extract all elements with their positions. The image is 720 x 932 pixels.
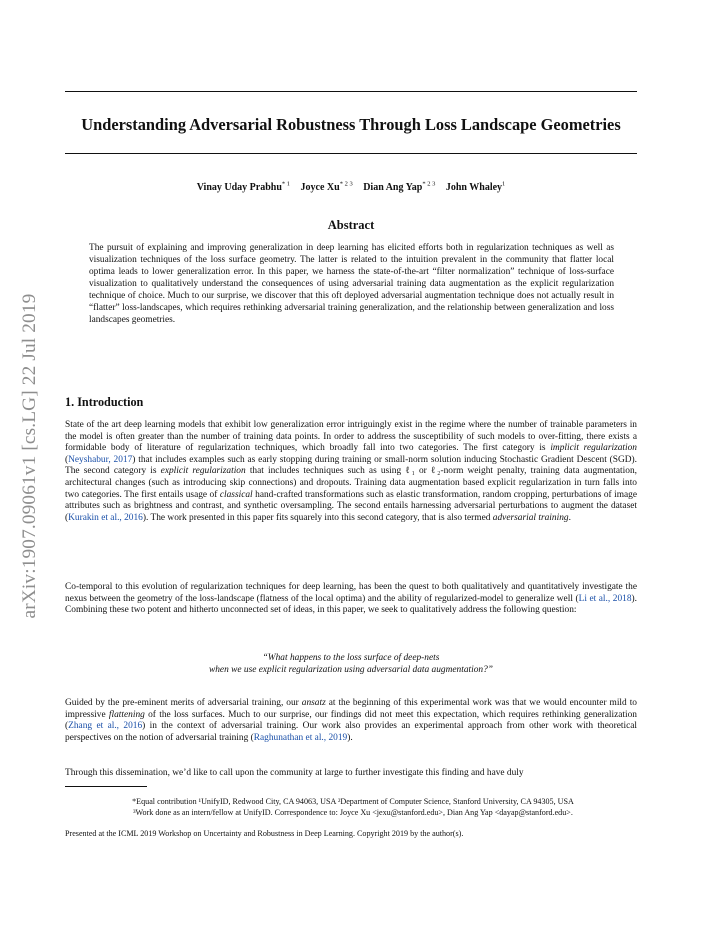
author-affiliation: * 2 3: [422, 181, 436, 188]
text-run: that includes techniques such as using ℓ₁ or ℓ₂-norm weight penalty, training data augmentation, architectural changes (such as introducing skip connections) and dropouts. Training data augmentation based explicit regularization in turn falls into two categories. The first entails usage of: [65, 466, 637, 500]
citation-link[interactable]: Li et al., 2018: [578, 593, 632, 604]
venue-note: Presented at the ICML 2019 Workshop on Uncertainty and Robustness in Deep Learning. Copyright 2019 by the author(s).: [65, 829, 464, 838]
intro-paragraph-3: [65, 698, 637, 744]
text-run: State of the art deep learning models that exhibit low generalization error intriguingly exist in the regime where the number of trainable parameters in the model is often greater than the number of training data points. In order to address the susceptibility of such models to over-fitting, there exists a formidable body of literature of regularization techniques, which broadly fall into two categories. The first category is: [65, 420, 637, 454]
author-name: Joyce Xu: [300, 182, 340, 194]
emphasis: flattening: [108, 709, 145, 720]
text-run: .: [568, 512, 571, 523]
footnotes: [65, 796, 641, 818]
arxiv-stamp: [10, 255, 50, 657]
text-run: at the beginning of this experimental work was that we would encounter mild to impressive: [65, 698, 637, 720]
citation-link[interactable]: Kurakin et al., 2016: [68, 512, 143, 523]
title-rule-bottom: [65, 153, 637, 154]
emphasis: adversarial training: [492, 512, 569, 523]
title-rule-top: [65, 91, 637, 92]
arxiv-stamp-text: arXiv:1907.09061v1 [cs.LG] 22 Jul 2019: [19, 293, 40, 619]
footnote-affiliations: *Equal contribution ¹UnifyID, Redwood City, CA 94063, USA ²Department of Computer Science, Stanford University, CA 94305, USA: [132, 797, 574, 806]
text-run: ).: [347, 732, 353, 743]
intro-paragraph-2: [65, 582, 637, 617]
text-run: ). Combining these two potent and hitherto unconnected set of ideas, in this paper, we seek to qualitatively address the following question:: [65, 593, 637, 616]
citation-link[interactable]: Neyshabur, 2017: [68, 454, 133, 465]
emphasis: implicit regularization: [550, 443, 637, 454]
emphasis: ansatz: [301, 698, 326, 708]
author-name: Dian Ang Yap: [363, 182, 423, 194]
footnote-rule: [65, 786, 147, 787]
author-2: [301, 182, 353, 193]
text-run: ) in the context of adversarial training. Our work also provides an experimental approach from other work with theoretical perspectives on the notion of adversarial training (: [65, 721, 638, 743]
author-1: [197, 182, 290, 193]
section-heading-introduction: 1. Introduction: [65, 395, 144, 409]
author-list: [65, 178, 637, 195]
quote-line: when we use explicit regularization using adversarial data augmentation?”: [208, 665, 493, 675]
footnote-correspondence: ³Work done as an intern/fellow at UnifyID. Correspondence to: Joyce Xu <jexu@stanford.edu>, Dian Ang Yap <dayap@stanford.edu>.: [133, 808, 573, 817]
author-affiliation: 1: [502, 181, 506, 188]
text-run: ). The work presented in this paper fits squarely into this second category, that is also termed: [142, 512, 493, 523]
text-run: Guided by the pre-eminent merits of adversarial training, our: [65, 698, 302, 708]
text-run: Co-temporal to this evolution of regularization techniques for deep learning, has been the quest to both qualitatively and quantitatively investigate the nexus between the geometry of the loss-landscape (flatness of the local optima) and the ability of regularized-model to generalize well (: [65, 582, 637, 604]
author-name: John Whaley: [445, 182, 503, 194]
text-run: hand-crafted transformations such as elastic transformation, random cropping, perturbations of image attributes such as brightness and contrast, and synthetic oversampling. The second entails harnessing adversarial perturbations to augment the dataset (: [65, 489, 638, 523]
author-4: [446, 182, 505, 193]
author-name: Vinay Uday Prabhu: [196, 182, 282, 194]
emphasis: explicit regularization: [160, 466, 246, 477]
abstract-text: The pursuit of explaining and improving generalization in deep learning has elicited efforts both in regularization techniques as well as visualization techniques of the loss surface geometry. The latter is related to the intuition prevalent in the community that flatter local optima leads to lower generalization error. In this paper, we harness the state-of-the-art “filter normalization” technique of loss-surface visualization to qualitatively understand the consequences of using adversarial training data augmentation as the explicit regularization technique of choice. Much to our surprise, we discover that this oft deployed adversarial augmentation technique does not actually result in “flatter” loss-landscapes, which requires rethinking adversarial training generalization, and the relationship between generalization and loss landscapes geometries.: [89, 243, 614, 325]
citation-link[interactable]: Zhang et al., 2016: [68, 721, 143, 732]
quote-line: “What happens to the loss surface of deep-nets: [262, 653, 440, 663]
research-question-quote: [65, 652, 637, 676]
paper-title: Understanding Adversarial Robustness Through Loss Landscape Geometries: [81, 115, 621, 134]
abstract-heading: Abstract: [327, 218, 375, 232]
emphasis: classical: [219, 489, 253, 500]
text-run: of the loss surfaces. Much to our surprise, our findings did not meet this expectation, which requires rethinking generalization (: [65, 709, 637, 732]
text-run: (: [65, 454, 69, 465]
intro-paragraph-1: [65, 420, 637, 524]
text-run: ) that includes examples such as early stopping during training or small-norm solution inducing Stochastic Gradient Descent (SGD). The second category is: [65, 454, 637, 477]
author-3: [363, 182, 435, 193]
intro-paragraph-4: Through this dissemination, we’d like to call upon the community at large to further investigate this finding and have duly: [65, 768, 524, 778]
author-affiliation: * 1: [281, 181, 291, 188]
citation-link[interactable]: Raghunathan et al., 2019: [253, 732, 348, 743]
author-affiliation: * 2 3: [339, 181, 353, 188]
